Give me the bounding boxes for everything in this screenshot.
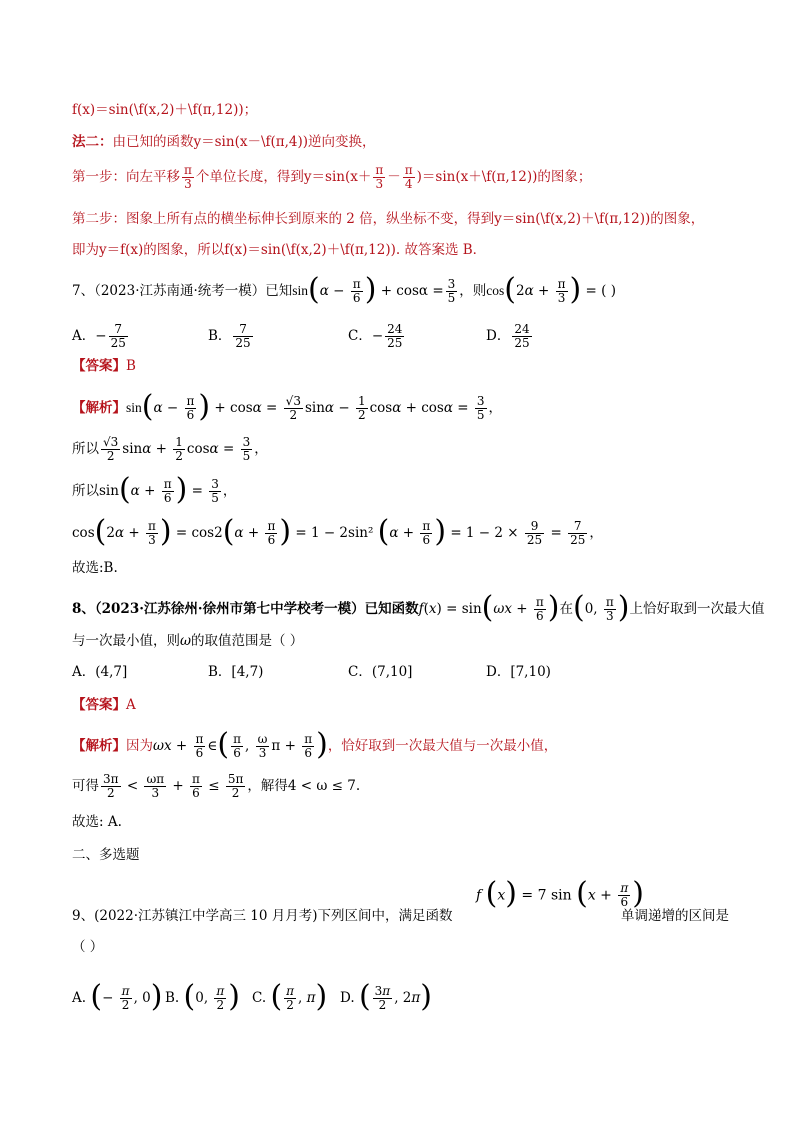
sign: − <box>371 328 384 344</box>
q7-analysis-1: 【解析】sin(α − $\frac{\pi}{6}$ ) + cosα = $\frac{√3}{2}$ sinα − $\frac{1}{2}$ cosα + cosα = $\frac{3}{5}$ ， <box>72 388 503 424</box>
section-title <box>72 845 140 865</box>
sign: − <box>95 328 107 344</box>
label: D. <box>340 990 355 1006</box>
q8-analysis-1: 【解析】因为ωx + $\frac{\pi}{6}$ ∈( $\frac{\pi}{6}$ , $\frac{\omega}{3}$ π + $\frac{\pi}{6}$ )，恰好取到一次最大值与一次最小值， <box>72 726 558 762</box>
q8-stem-2: 与一次最小值，则ω的取值范围是（ ） <box>72 633 304 649</box>
text: = ( ) <box>585 283 616 299</box>
text: 第一步：向左平移 <box>72 169 180 185</box>
text: 所以 <box>72 441 99 457</box>
text: 9、(2022·江苏镇江中学高三 10 月月考)下列区间中，满足函数 <box>72 908 453 924</box>
value: [7,10) <box>510 664 551 680</box>
text: )＝sin(x＋\f(π,12))的图象； <box>416 169 592 185</box>
q9-option-b[interactable]: B. (0, $\frac{\pi}{2}$ ) <box>165 978 241 1014</box>
fraction <box>182 164 194 191</box>
q7-stem: 7、（2023·江苏南通·统考一模）已知sin(α − $\frac{\pi}{6}$ ) + cosα = $\frac{3}{5}$ ，则cos(2α + $\frac{\pi}{3}$ ) = ( ) <box>72 271 616 307</box>
analysis-tag: 【解析】 <box>72 738 126 754</box>
label: C. <box>252 990 267 1006</box>
text: 可得 <box>72 778 99 794</box>
text: 在 <box>559 601 573 617</box>
num: π <box>404 163 413 177</box>
num: 24 <box>387 322 403 336</box>
den: 25 <box>110 336 126 350</box>
text: 因为 <box>126 738 153 754</box>
solution-line-5 <box>72 240 486 260</box>
label: A. <box>72 990 87 1006</box>
q7-answer <box>72 356 136 376</box>
value: (7,10] <box>371 664 413 680</box>
num: 24 <box>514 322 530 336</box>
den: 3 <box>375 177 384 191</box>
value: [4,7) <box>231 664 264 680</box>
text: 个单位长度，得到y＝sin(x＋ <box>195 169 372 185</box>
answer-tag: 【答案】 <box>72 358 126 374</box>
q7-option-b[interactable] <box>208 323 255 350</box>
q7-analysis-4: cos(2α + $\frac{\pi}{3}$ ) = cos2(α + $\frac{\pi}{6}$ ) = 1 − 2sin² (α + $\frac{\pi}{6}$ ) = 1 − 2 × $\frac{9}{25}$ = $\frac{7}{25}$ ， <box>72 513 603 549</box>
solution-line-4 <box>72 209 704 229</box>
num: π <box>375 163 384 177</box>
den: 25 <box>235 336 251 350</box>
q8-answer <box>72 695 136 715</box>
text: 故选: A. <box>72 814 122 830</box>
label: C． <box>348 664 372 680</box>
solution-line-3 <box>72 164 591 191</box>
text: 8、（2023·江苏徐州·徐州市第七中学校考一模）已知函数 <box>72 601 419 617</box>
answer-value: A <box>126 697 136 713</box>
method-label: 法二： <box>72 134 113 150</box>
num: π <box>184 163 192 177</box>
text: ，恰好取到一次最大值与一次最小值， <box>327 738 558 754</box>
text: 二、多选题 <box>72 847 140 863</box>
text: （ ） <box>72 939 104 955</box>
label: B. <box>165 990 180 1006</box>
label: A． <box>72 328 96 344</box>
text: 7、（2023·江苏南通·统考一模）已知 <box>72 283 293 299</box>
text: ， <box>488 400 503 416</box>
q7-analysis-2: 所以 $\frac{√3}{2}$ sinα + $\frac{1}{2}$ cosα = $\frac{3}{5}$ ， <box>72 435 268 463</box>
text: 的取值范围是（ ） <box>191 633 304 649</box>
inequality: 4 < ω ≤ 7 <box>287 778 356 794</box>
den: 4 <box>404 177 413 191</box>
q9-option-d[interactable]: D. ( $\frac{3\pi}{2}$ , 2π) <box>340 978 432 1014</box>
q8-stem-1: 8、（2023·江苏徐州·徐州市第七中学校考一模）已知函数f(x) = sin(ωx + $\frac{\pi}{6}$ )在(0, $\frac{\pi}{3}$ )上恰好取到一次最大值 <box>72 589 765 625</box>
num: 7 <box>109 323 128 337</box>
text: ，则 <box>459 283 487 299</box>
value: (4,7] <box>95 664 128 680</box>
q8-option-d[interactable] <box>486 662 551 682</box>
q8-option-b[interactable] <box>208 662 263 682</box>
label: A． <box>72 664 96 680</box>
q8-analysis-2: 可得 $\frac{3\pi}{2}$ < $\frac{\omega\pi}{3}$ + $\frac{\pi}{6}$ ≤ $\frac{5\pi}{2}$ ，解得4 < ω ≤ 7. <box>72 772 361 800</box>
answer-tag: 【答案】 <box>72 697 126 713</box>
answer-value: B <box>126 358 136 374</box>
label: B． <box>208 328 232 344</box>
text: + cosα = <box>380 283 444 299</box>
text: 单调递增的区间是 <box>621 908 729 924</box>
q9-function: f (x) = 7 sin (x + $\frac{\pi}{6}$ ) <box>476 875 644 911</box>
q7-analysis-3: 所以sin(α + $\frac{\pi}{6}$ ) = $\frac{3}{5}$ ， <box>72 471 237 507</box>
text: 即为y＝f(x)的图象，所以f(x)＝sin(\f(x,2)＋\f(π,12)). 故答案选 B． <box>72 242 487 258</box>
num: 7 <box>233 323 252 337</box>
den: 3 <box>184 177 192 191</box>
q8-option-a[interactable] <box>72 662 127 682</box>
q9-paren <box>72 937 103 957</box>
text: f(x)＝sin(\f(x,2)＋\f(π,12))； <box>72 102 258 118</box>
q7-option-d[interactable] <box>486 323 534 350</box>
label: C． <box>348 328 372 344</box>
solution-line-1 <box>72 100 257 120</box>
q9-stem-end <box>621 906 729 926</box>
q9-option-a[interactable]: A. (− $\frac{\pi}{2}$ , 0) <box>72 978 163 1014</box>
text: － <box>387 169 401 185</box>
fraction <box>373 164 385 191</box>
text: 由已知的函数y＝sin(x－\f(π,4))逆向变换， <box>112 134 376 150</box>
q7-conclusion <box>72 558 118 578</box>
q9-stem <box>72 906 453 926</box>
den: 25 <box>514 336 530 350</box>
fraction <box>403 164 415 191</box>
solution-line-2 <box>72 132 376 152</box>
q8-conclusion <box>72 812 122 832</box>
label: D． <box>486 328 511 344</box>
text: ，解得 <box>247 778 288 794</box>
q7-option-a[interactable] <box>72 323 130 350</box>
analysis-tag: 【解析】 <box>72 400 126 416</box>
text: 与一次最小值，则 <box>72 633 180 649</box>
text: 上恰好取到一次最大值 <box>629 601 765 617</box>
label: D． <box>486 664 511 680</box>
label: B． <box>208 664 232 680</box>
q8-option-c[interactable] <box>348 662 412 682</box>
q9-option-c[interactable]: C. ( $\frac{\pi}{2}$ , π) <box>252 978 328 1014</box>
q7-option-c[interactable] <box>348 323 406 350</box>
den: 25 <box>387 336 403 350</box>
text: 所以 <box>72 483 99 499</box>
text: 故选:B. <box>72 560 118 576</box>
text: 第二步：图象上所有点的横坐标伸长到原来的 2 倍，纵坐标不变，得到y＝sin(\f(x,2)＋\f(π,12))的图象， <box>72 211 705 227</box>
